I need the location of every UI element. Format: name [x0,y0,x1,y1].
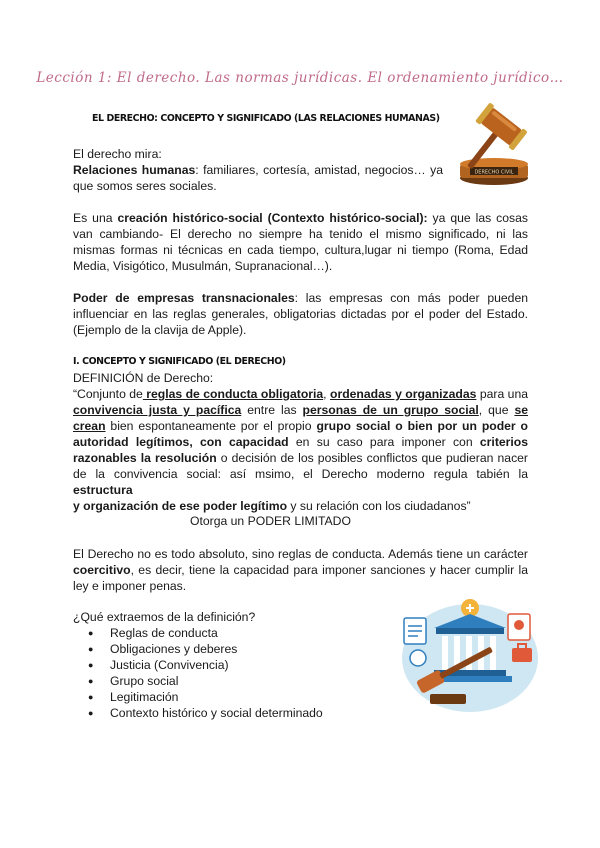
def-l5a: razonables la resolución [73,451,217,465]
def-l6b: estructura [73,483,133,497]
gavel-illustration [448,100,540,192]
list-item: ● Grupo social [88,673,323,689]
def-l2d: , que [478,403,515,417]
poder-limitado-line: Otorga un PODER LIMITADO [190,514,351,528]
gavel-plaque-text: DERECHO CIVIL [474,169,514,176]
def-l2e: se [514,403,528,417]
p1-line3: que somos seres sociales. [73,179,217,193]
list-item: ● Reglas de conducta [88,625,323,641]
p4-line1: El Derecho no es todo absoluto, sino reglas de conducta. Además tiene un carácter [73,547,528,561]
p4-line3: ley e imponer penas. [73,579,187,593]
def-l7b: y su relación con los ciudadanos” [287,499,471,513]
p4-bold: coercitivo [73,563,131,577]
def-l7a: y organización de ese poder legítimo [73,499,288,513]
lesson-title: Lección 1: El derecho. Las normas jurídicas. El ordenamiento jurídico… [36,70,564,86]
def-l3a: crean [73,419,106,433]
def-l1d: ordenadas y organizadas [330,387,477,401]
p1-bold: Relaciones humanas [73,163,196,177]
p3-line3: (Ejemplo de la clavija de Apple). [73,323,247,337]
question-text: ¿Qué extraemos de la definición? [73,610,256,624]
list-item: ● Contexto histórico y social determinado [88,705,323,721]
definition-points-list [88,625,323,721]
def-l6: de la convivencia social: así msimo, el Derecho moderno regula tabién la [73,467,528,481]
def-l2c: personas de un grupo social [302,403,479,417]
paragraph-relaciones [73,146,443,194]
section-heading-1: EL DERECHO: CONCEPTO Y SIGNIFICADO (LAS RELACIONES HUMANAS) [92,113,440,124]
def-l1c: , [323,387,330,401]
list-item: ● Justicia (Convivencia) [88,657,323,673]
def-l5b: o decisión de los posibles conflictos que pudieran nacer [216,451,528,465]
p2-c: ya que las cosas [427,211,528,225]
definition-block [73,370,528,514]
p3-rest: : las empresas con más poder pueden [294,291,528,305]
def-l3c: grupo social o bien por un poder o [316,419,529,433]
paragraph-creacion [73,210,528,274]
def-l4c: criterios [479,435,529,449]
def-l3b: bien espontaneamente por el propio [105,419,317,433]
p2-line3: mismas formas ni técnicas en cada tiempo, cultura,lugar ni tiempo (Roma, Edad [73,243,528,257]
definition-label: DEFINICIÓN de Derecho: [73,371,214,385]
p2-a: Es una [73,211,118,225]
p2-line4: Media, Visigótico, Musulmán, Supranacional…). [73,259,333,273]
p1-rest: : familiares, cortesía, amistad, negocios… ya [195,163,443,177]
def-l4b: en su caso para imponer con [288,435,480,449]
def-l1b: reglas de conducta obligatoria [142,387,324,401]
section-heading-2: I. CONCEPTO Y SIGNIFICADO (EL DERECHO) [73,356,286,367]
p2-bold: creación histórico-social (Contexto histórico-social): [117,211,428,225]
def-l2a: convivencia justa y pacífica [73,403,242,417]
p2-line2: van cambiando- El derecho no siempre ha tenido el mismo significado, ni las [73,227,528,241]
def-l1e: para una [476,387,528,401]
def-l4a: autoridad legítimos, con capacidad [73,435,289,449]
def-l2b: entre las [241,403,303,417]
list-item: ● Obligaciones y deberes [88,641,323,657]
paragraph-coercitivo [73,546,528,594]
paragraph-empresas [73,290,528,338]
p4-l2b: , es decir, tiene la capacidad para imponer sanciones y hacer cumplir la [130,563,528,577]
def-l1a: “Conjunto de [73,387,143,401]
courthouse-illustration [390,596,550,716]
p1-intro: El derecho mira: [73,147,162,161]
p3-line2: influenciar en las reglas generales, obligatorias dictadas por el poder del Estado. [73,307,528,321]
list-item: ● Legitimación [88,689,323,705]
p3-bold: Poder de empresas transnacionales [73,291,295,305]
